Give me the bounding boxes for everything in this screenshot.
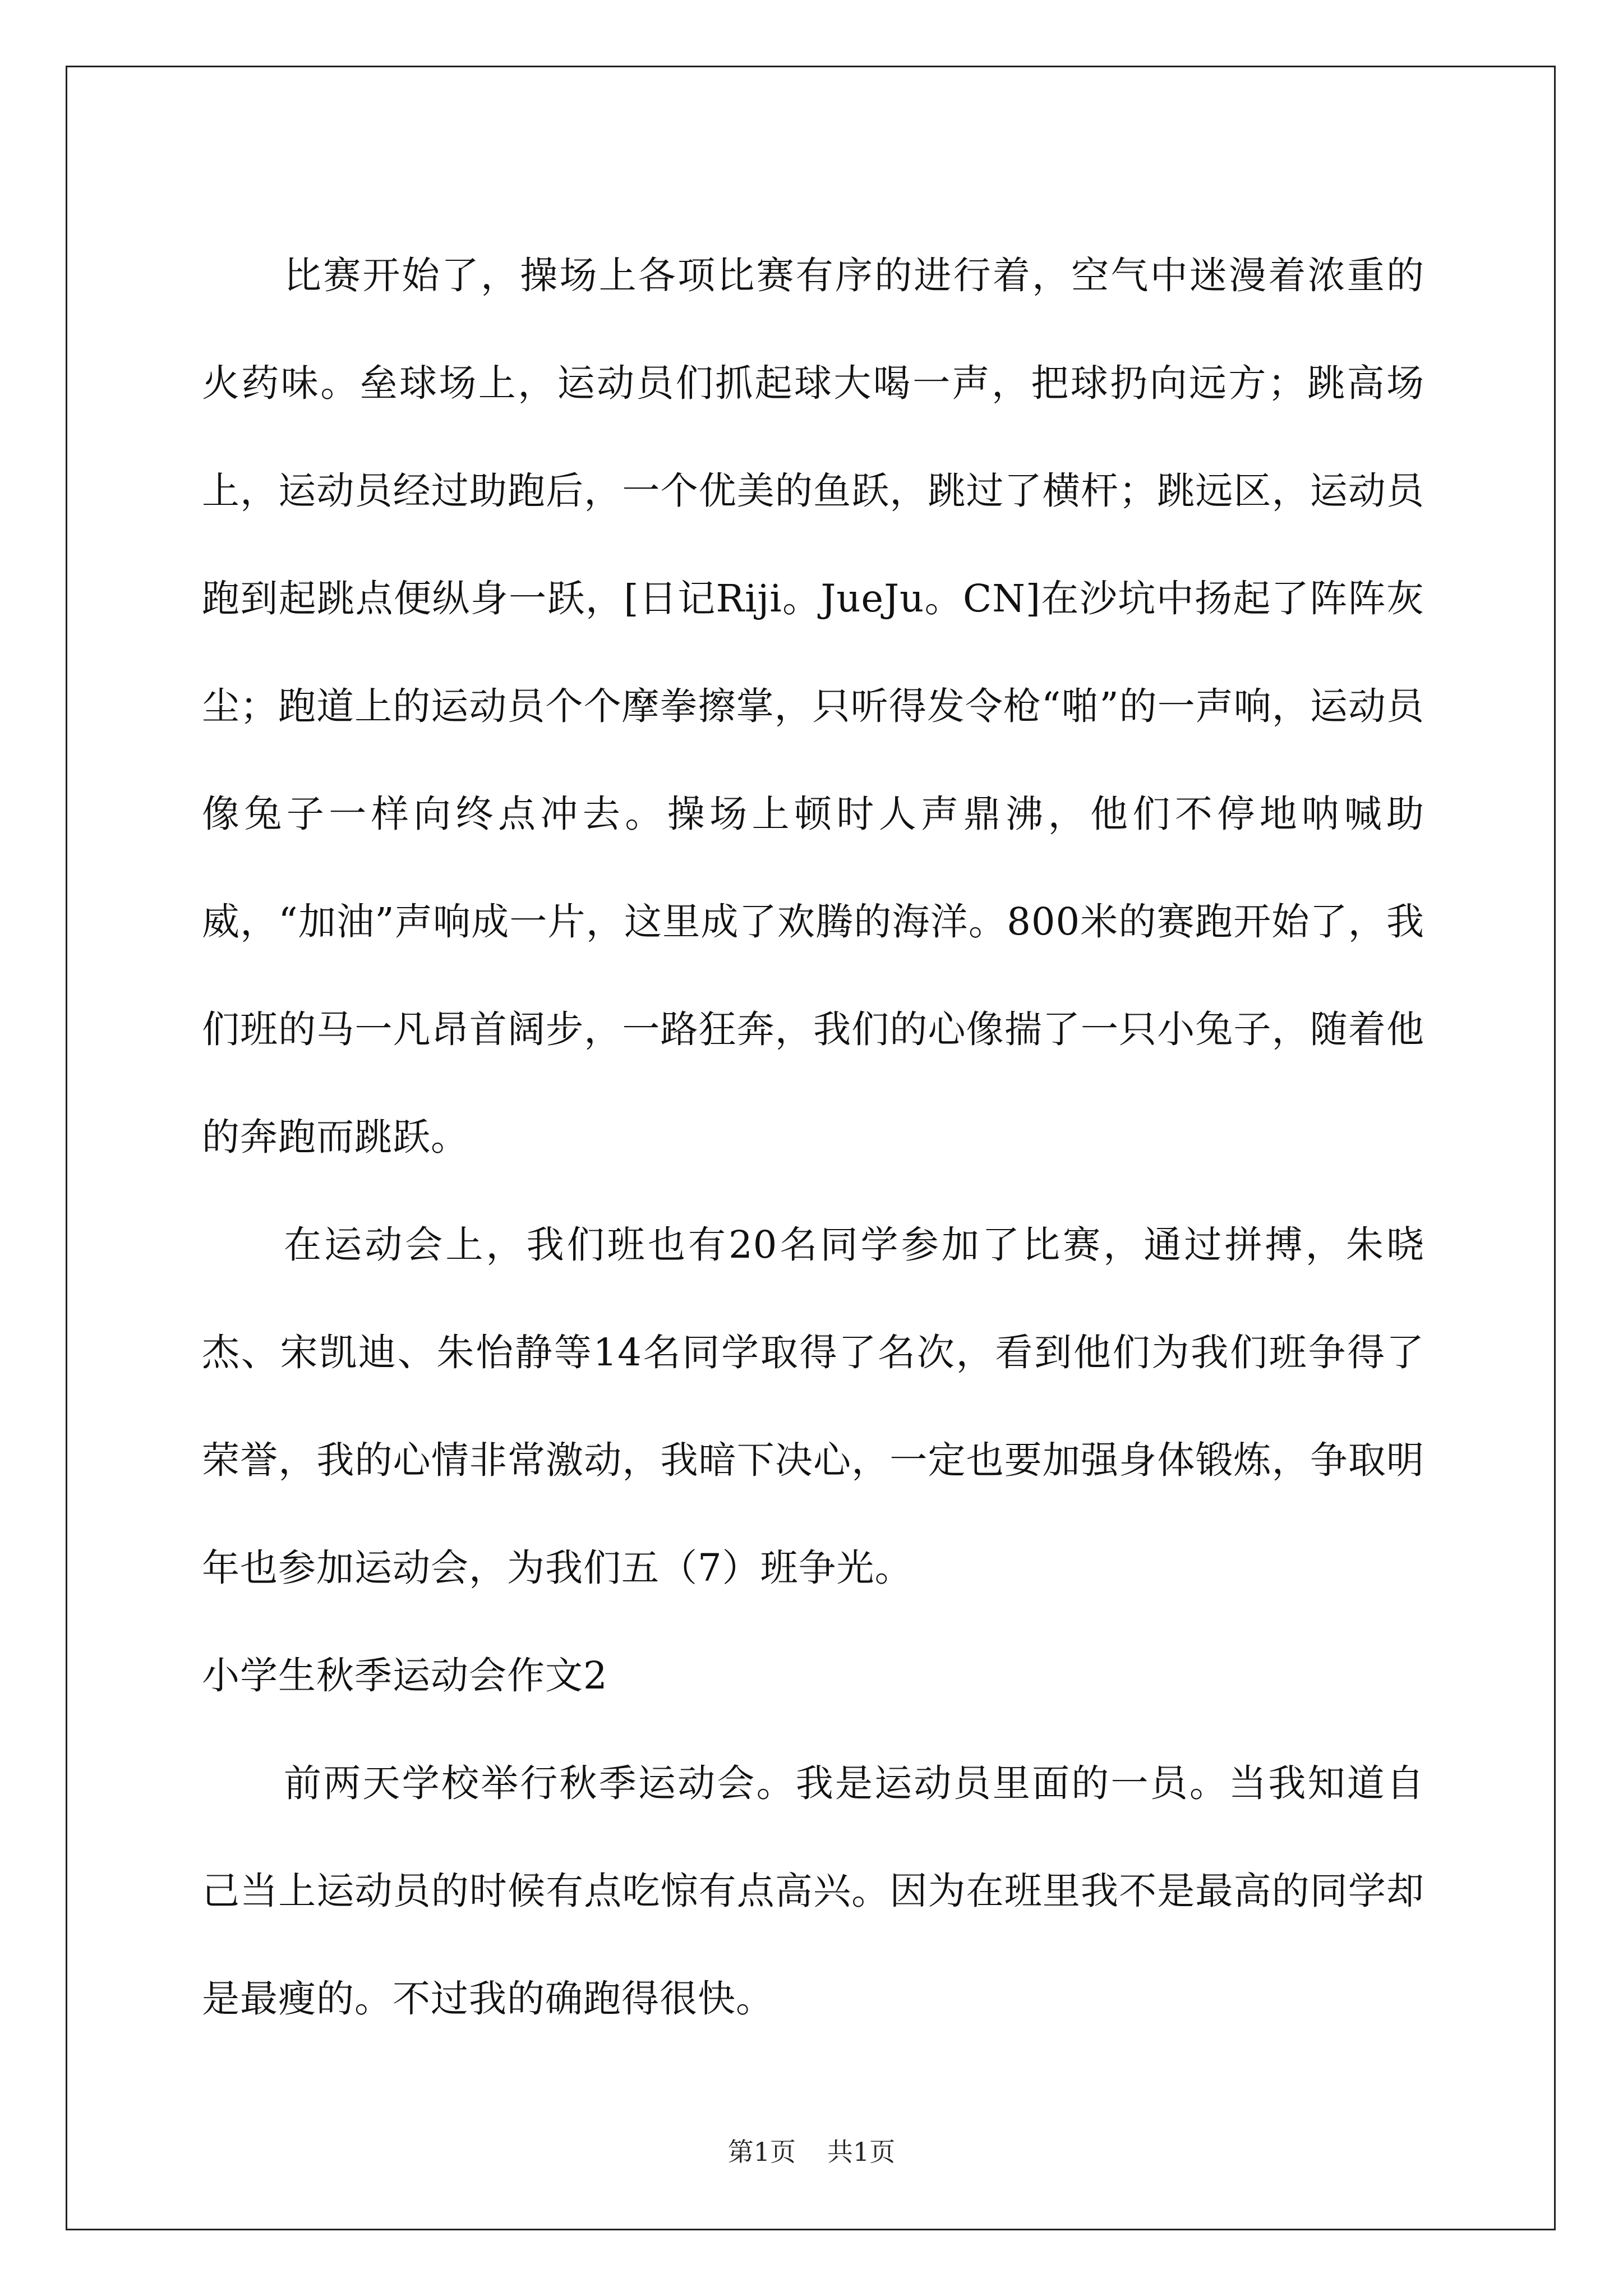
paragraph-2: 在运动会上，我们班也有20名同学参加了比赛，通过拼搏，朱晓杰、宋凯迪、朱怡静等14名同学取得了名次，看到他们为我们班争得了荣誉，我的心情非常激动，我暗下决心，一定也要加强身体锻炼，争取明年也参加运动会，为我们五（7）班争光。 <box>202 1223 1424 1590</box>
document-body <box>202 222 1424 2053</box>
section-heading: 小学生秋季运动会作文2 <box>202 1654 608 1697</box>
page-total: 共1页 <box>827 2137 896 2167</box>
page-footer <box>0 2135 1623 2169</box>
page-number: 第1页 <box>727 2137 796 2167</box>
paragraph-1: 比赛开始了，操场上各项比赛有序的进行着，空气中迷漫着浓重的火药味。垒球场上，运动员们抓起球大喝一声，把球扔向远方；跳高场上，运动员经过助跑后，一个优美的鱼跃，跳过了横杆；跳远区，运动员跑到起跳点便纵身一跃，[日记Riji。JueJu。CN]在沙坑中扬起了阵阵灰尘；跑道上的运动员个个摩拳擦掌，只听得发令枪“啪”的一声响，运动员像兔子一样向终点冲去。操场上顿时人声鼎沸，他们不停地呐喊助威，“加油”声响成一片，这里成了欢腾的海洋。800米的赛跑开始了，我们班的马一凡昂首阔步，一路狂奔，我们的心像揣了一只小兔子，随着他的奔跑而跳跃。 <box>202 254 1424 1159</box>
paragraph-3: 前两天学校举行秋季运动会。我是运动员里面的一员。当我知道自己当上运动员的时候有点吃惊有点高兴。因为在班里我不是最高的同学却是最瘦的。不过我的确跑得很快。 <box>202 1761 1424 2021</box>
